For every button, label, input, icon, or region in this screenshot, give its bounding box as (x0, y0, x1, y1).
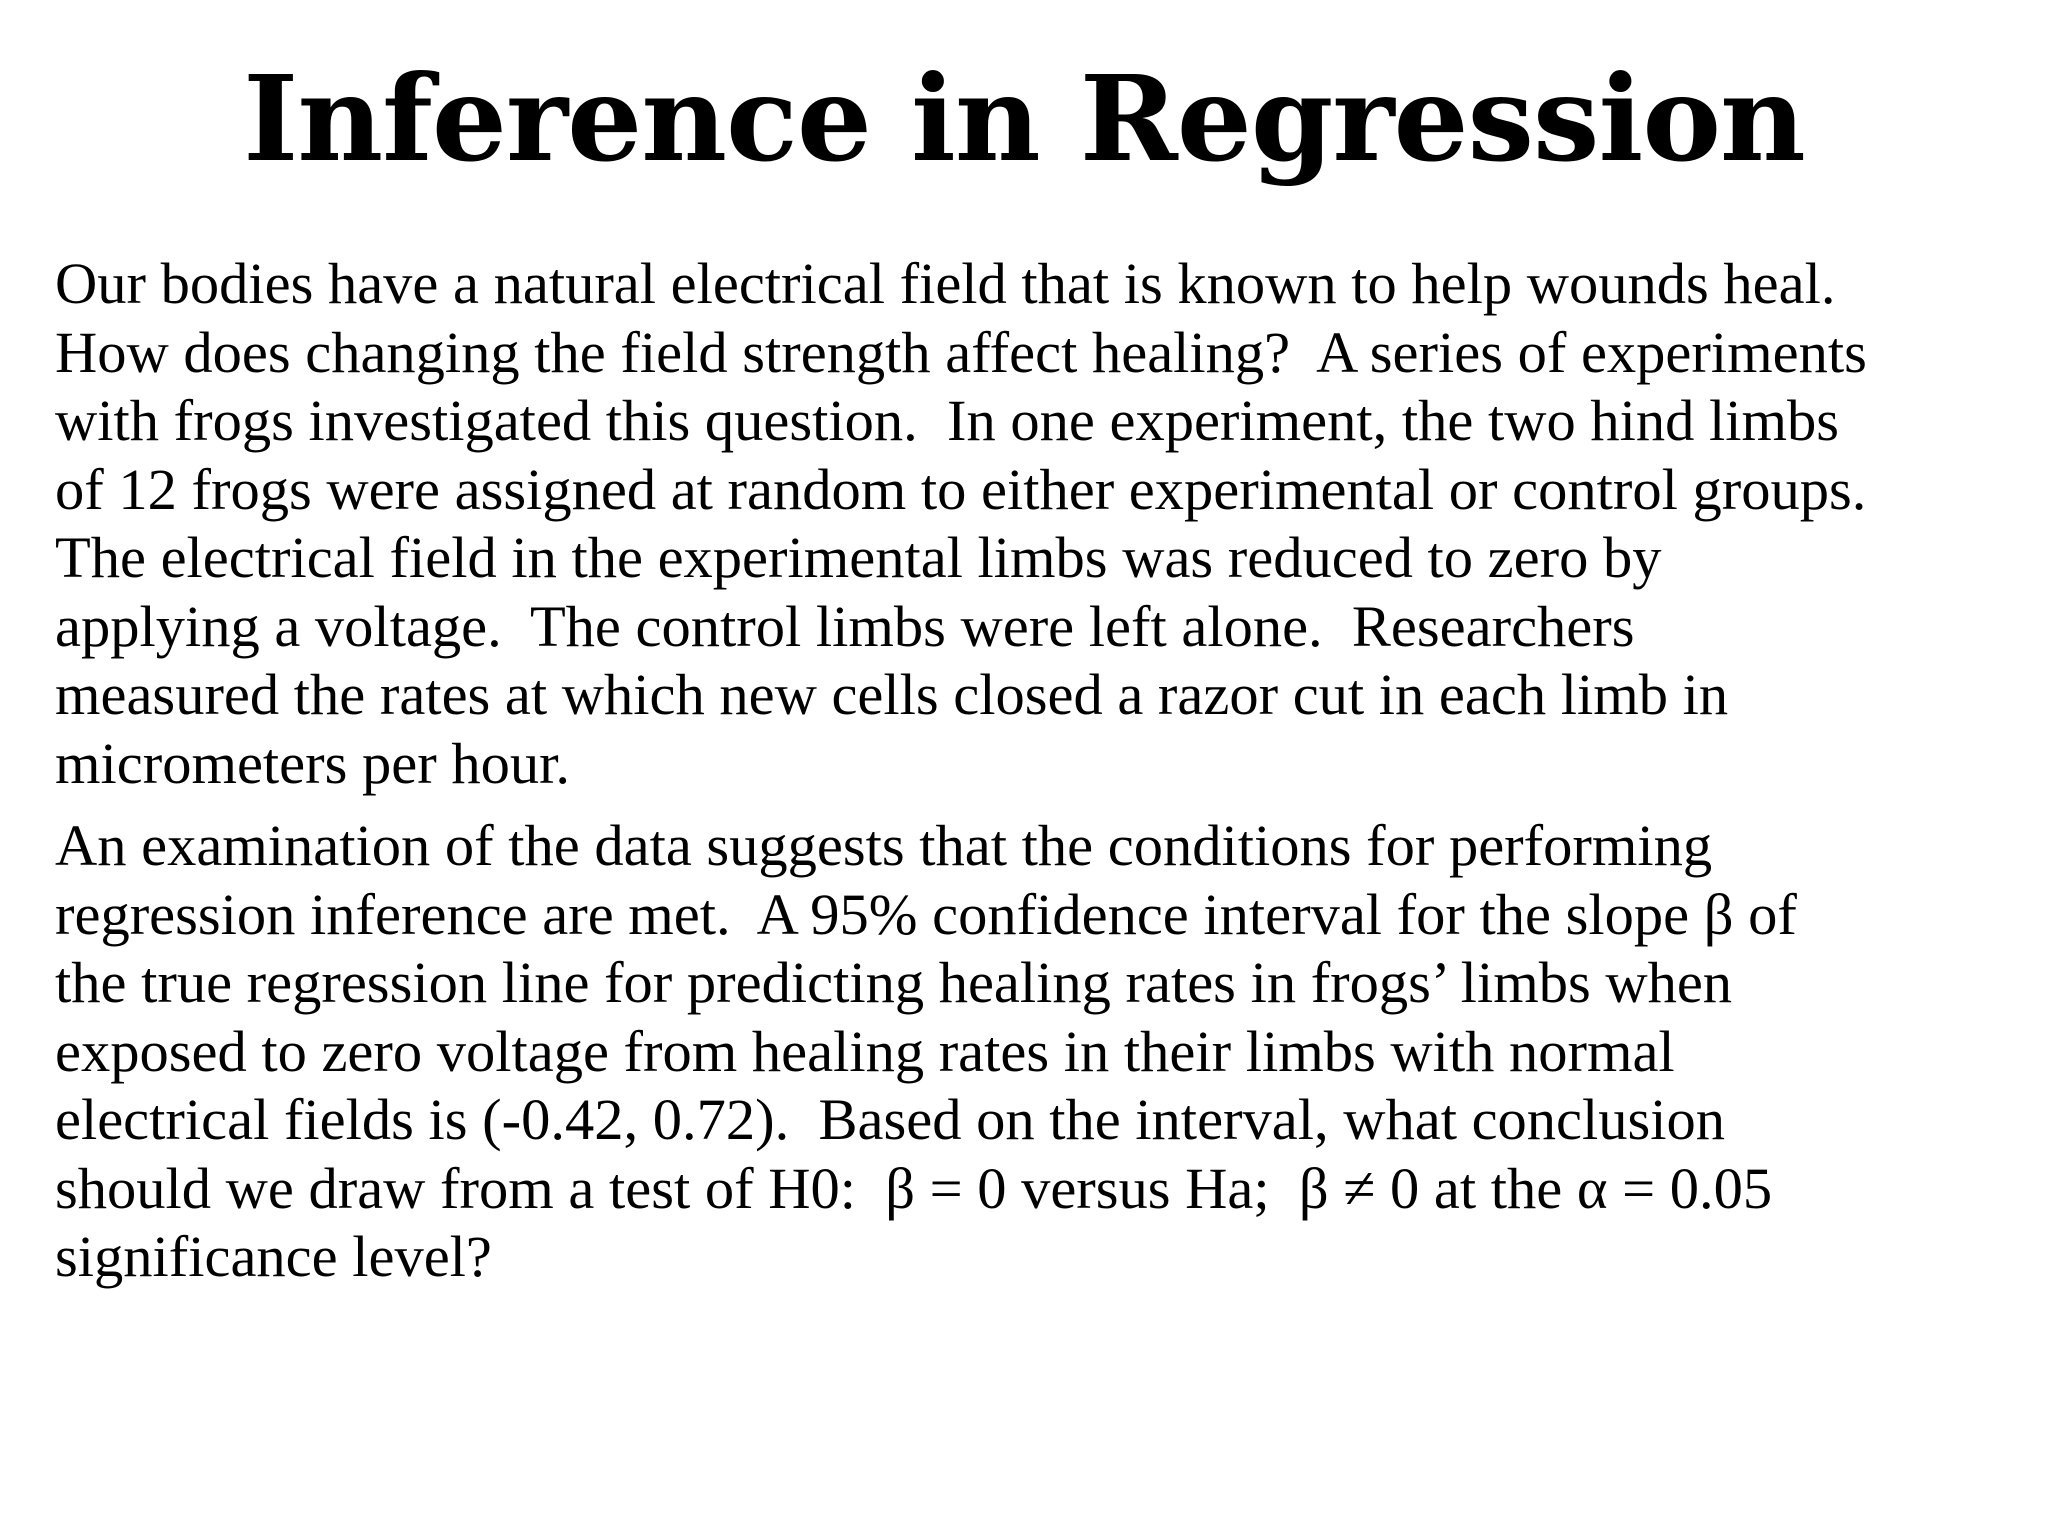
text-line: Our bodies have a natural electrical field that is known to help wounds heal. (55, 251, 1836, 316)
text-line: electrical fields is (-0.42, 0.72). Based on the interval, what conclusion (55, 1087, 1726, 1152)
text-line: The electrical field in the experimental limbs was reduced to zero by (55, 525, 1662, 590)
paragraph-question (55, 812, 2020, 1292)
text-line: applying a voltage. The control limbs were left alone. Researchers (55, 593, 1635, 659)
slide-body (55, 250, 2020, 1292)
text-line: micrometers per hour. (55, 730, 570, 796)
paragraph-experiment-description (55, 250, 2020, 798)
text-line: of 12 frogs were assigned at random to either experimental or control groups. (55, 456, 1867, 522)
text-line: An examination of the data suggests that the conditions for performing (55, 813, 1713, 878)
text-line: with frogs investigated this question. In one experiment, the two hind limbs (55, 388, 1839, 453)
text-line: How does changing the field strength affect healing? A series of experiments (55, 319, 1867, 385)
text-line: regression inference are met. A 95% confidence interval for the slope β of (55, 881, 1797, 947)
text-line: exposed to zero voltage from healing rates in their limbs with normal (55, 1018, 1675, 1084)
text-line: significance level? (55, 1224, 492, 1289)
slide-title: Inference in Regression (243, 49, 1805, 188)
text-line: should we draw from a test of H0: β = 0 versus Ha; β ≠ 0 at the α = 0.05 (55, 1155, 1773, 1221)
text-line: measured the rates at which new cells closed a razor cut in each limb in (55, 662, 1729, 727)
text-line: the true regression line for predicting healing rates in frogs’ limbs when (55, 950, 1733, 1015)
